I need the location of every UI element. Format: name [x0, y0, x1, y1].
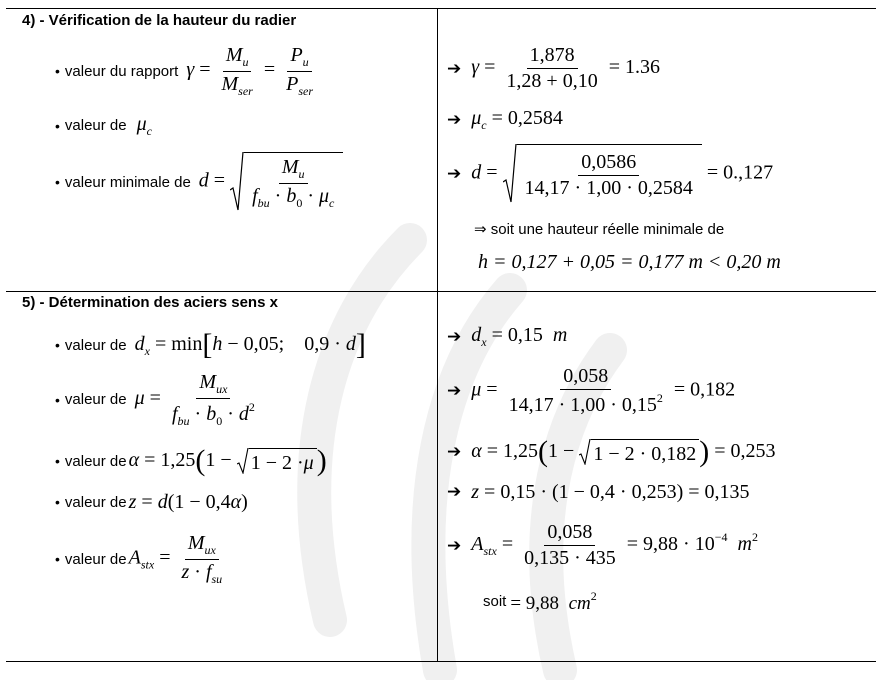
result-denominator: 0,135 · 435: [524, 547, 616, 569]
section5-row3-left: [55, 446, 327, 476]
arrow-icon: ➔: [447, 326, 462, 347]
section4-row1-left: [55, 45, 319, 97]
z-formula: z = d(1 − 0,4α): [128, 491, 248, 513]
unit: m: [737, 533, 752, 556]
result-value: = 0,15 · (1 − 0,4 · 0,253) = 0,135: [484, 481, 750, 503]
arrow-icon: ➔: [447, 381, 462, 401]
arrow-icon: ➔: [447, 58, 462, 79]
soit-label: soit: [483, 593, 507, 610]
row-label: valeur de: [64, 550, 127, 568]
result-value: = 0,253: [714, 440, 776, 462]
bullet: •: [55, 453, 60, 469]
bottom-border: [6, 661, 876, 662]
result-value: = 0,182: [673, 378, 736, 401]
result-value: = 0,2584: [491, 107, 563, 129]
unit: cm: [568, 593, 591, 614]
result-numerator: 0,0586: [578, 152, 639, 176]
section5-row5-left: [55, 533, 228, 585]
row-label: valeur de: [64, 452, 127, 470]
section5-row3-right: ➔ α = 1,25(1 − 1 − 2 · 0,182 ) = 0,253: [447, 435, 776, 468]
section4-row1-right: ➔ γ = $\frac{1,878}{1,28 + 0,10}$ = 1.36: [447, 44, 660, 92]
row-label: valeur minimale de: [64, 173, 191, 191]
result-denominator: 14,17 · 1,00 · 0,2584: [524, 177, 693, 199]
section4-row3-right: ➔ d = $\frac{0,0586}{14,17 \cdot 1,00 \cdot 0,2584}$ = 0.,127: [447, 144, 773, 204]
bullet: •: [55, 174, 60, 190]
section4-row2-left: [55, 114, 152, 137]
section5-row4-left: [55, 492, 248, 512]
unit: m: [552, 324, 568, 346]
arrow-icon: ➔: [447, 482, 462, 502]
result-denominator: 14,17 · 1,00 · 0,15: [508, 394, 657, 416]
result-numerator: 0,058: [560, 366, 611, 390]
result-value: = 9,88 · 10: [626, 533, 715, 556]
section4-title: 4) - Vérification de la hauteur du radier: [22, 12, 297, 29]
section5-row4-right: ➔ z = 0,15 · (1 − 0,4 · 0,253) = 0,135: [447, 481, 750, 503]
section5-row2-left: [55, 372, 261, 427]
bullet: •: [55, 117, 60, 134]
result-denominator: 1,28 + 0,10: [506, 70, 598, 92]
section5-row1-right: ➔ $d_x = 0,15$ m: [447, 324, 568, 349]
bullet: •: [55, 63, 60, 80]
row-label: valeur du rapport: [64, 62, 179, 80]
section5-row2-right: ➔ μ = $\frac{0,058}{14,17 \cdot 1,00 \cdot 0,15^2}$ = 0,182: [447, 365, 736, 416]
result-value: = 0,15: [491, 324, 543, 346]
section4-row3-left: [55, 152, 343, 212]
conclusion-text: ⇒ soit une hauteur réelle minimale de: [474, 221, 725, 238]
bullet: •: [55, 551, 60, 568]
result-value: = 1.36: [608, 56, 660, 79]
section5-row5-right: ➔ $A_{stx}$ = $\frac{0,058}{0,135 \cdot 435}$ = $9,88 \cdot 10^{-4}$ $m^2$: [447, 521, 758, 569]
row-label: valeur de: [64, 336, 127, 354]
dx-formula: $d_x = \min[h - 0,05$; 0,9 · d]: [134, 328, 366, 361]
arrow-icon: ➔: [447, 535, 462, 556]
section5-soit: soit = 9,88 $cm^2$: [483, 589, 597, 614]
row-label: valeur de: [64, 117, 127, 134]
column-divider: [437, 8, 438, 662]
arrow-icon: ➔: [447, 109, 462, 130]
astx-formula: $A_{stx}$ = $\frac{M_{ux}}{z \cdot f_{su}}$: [128, 532, 223, 586]
section4-row2-right: ➔ $\mu_c = 0,2584$: [447, 107, 563, 132]
middle-border: [6, 291, 876, 292]
result-numerator: 0,058: [544, 522, 595, 546]
bullet: •: [55, 494, 60, 510]
result-numerator: 1,878: [527, 45, 578, 69]
row-label: valeur de: [64, 391, 127, 409]
mu-c-symbol: $\mu_c$: [136, 113, 152, 138]
bullet: •: [55, 337, 60, 353]
top-border: [6, 8, 876, 9]
arrow-icon: ➔: [447, 442, 462, 462]
section5-title: 5) - Détermination des aciers sens x: [22, 294, 278, 311]
mu-formula: μ = $\frac{M_{ux}}{f_{bu} \cdot b_0 \cdot d^2}$: [134, 371, 255, 428]
conclusion-formula: h = 0,127 + 0,05 = 0,177 m < 0,20 m: [478, 251, 781, 273]
soit-value: = 9,88: [510, 593, 560, 614]
d-min-formula: d = $\frac{M_u}{f_{bu} \cdot b_0 \cdot \mu_c}$: [199, 152, 344, 212]
alpha-formula: α = 1,25(1 − 1 − 2 · μ ): [128, 444, 327, 477]
row-label: valeur de: [64, 493, 127, 511]
bullet: •: [55, 391, 60, 408]
result-value: = 0.,127: [706, 161, 774, 184]
ratio-formula: γ = $\frac{M_u}{M_{ser}}$ = $\frac{P_u}{P_{ser}}$: [186, 44, 313, 98]
arrow-icon: ➔: [447, 164, 462, 184]
exponent: −4: [714, 530, 728, 545]
section5-row1-left: [55, 330, 366, 360]
